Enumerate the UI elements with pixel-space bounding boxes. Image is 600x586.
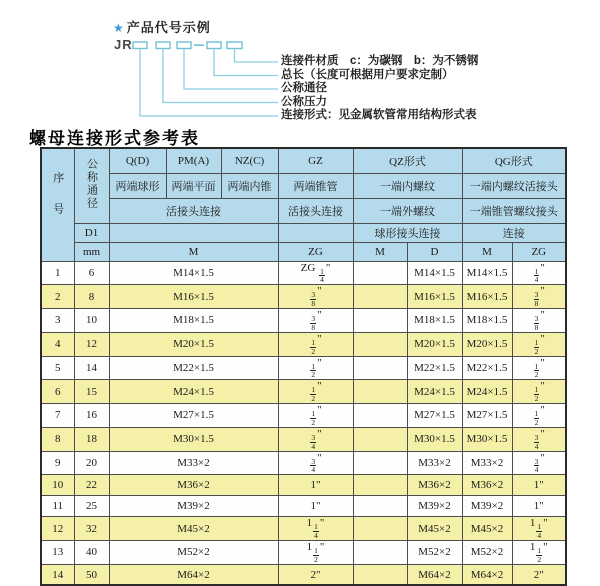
table-row	[41, 261, 566, 285]
header-col-qg: QG形式	[462, 148, 566, 173]
cell-seq: 11	[41, 496, 74, 517]
cell-qz_m	[353, 541, 407, 565]
table-row	[41, 380, 566, 404]
cell-qz_d: M64×2	[407, 564, 462, 585]
header-seq: 序号	[41, 148, 74, 261]
cell-mm: 16	[74, 404, 109, 428]
cell-seq: 5	[41, 356, 74, 380]
header-nominal-diameter: 公称通径	[74, 148, 109, 223]
header-q-desc: 两端球形	[109, 173, 166, 198]
table-row	[41, 285, 566, 309]
table-row	[41, 427, 566, 451]
header-nz-desc: 两端内锥	[221, 173, 278, 198]
table-row	[41, 517, 566, 541]
table-row	[41, 541, 566, 565]
cell-zg: 2"	[278, 564, 353, 585]
diagram-label-material: 连接件材质 c：为碳钢 b：为不锈钢	[281, 55, 479, 67]
cell-qz_d: M30×1.5	[407, 427, 462, 451]
diagram-label-diameter: 公称通径	[281, 82, 327, 94]
table-row	[41, 332, 566, 356]
cell-zg: $\frac{3}{4}$ "	[278, 451, 353, 475]
cell-qz_d: M39×2	[407, 496, 462, 517]
cell-mm: 14	[74, 356, 109, 380]
cell-qg_m: M45×2	[462, 517, 512, 541]
header-col-pm: PM(A)	[166, 148, 221, 173]
cell-qg_zg: 1 $\frac{1}{4}$ "	[512, 517, 566, 541]
nut-connection-table	[40, 147, 567, 586]
cell-m: M36×2	[109, 475, 278, 496]
cell-seq: 10	[41, 475, 74, 496]
table-row	[41, 475, 566, 496]
cell-m: M27×1.5	[109, 404, 278, 428]
table-row	[41, 404, 566, 428]
cell-m: M18×1.5	[109, 309, 278, 333]
cell-zg: $\frac{1}{2}$ "	[278, 332, 353, 356]
header-col-q: Q(D)	[109, 148, 166, 173]
cell-qz_d: M36×2	[407, 475, 462, 496]
header-sub-m3: M	[462, 242, 512, 261]
table-body	[41, 261, 566, 585]
star-icon: ★	[113, 21, 125, 35]
cell-m: M33×2	[109, 451, 278, 475]
cell-m: M20×1.5	[109, 332, 278, 356]
cell-qz_d: M22×1.5	[407, 356, 462, 380]
header-union-connect: 活接头连接	[109, 198, 278, 223]
cell-mm: 18	[74, 427, 109, 451]
cell-qg_m: M39×2	[462, 496, 512, 517]
header-qg-connect: 连接	[462, 223, 566, 242]
cell-mm: 22	[74, 475, 109, 496]
cell-zg: 1"	[278, 496, 353, 517]
cell-m: M64×2	[109, 564, 278, 585]
cell-qz_d: M18×1.5	[407, 309, 462, 333]
cell-qg_m: M27×1.5	[462, 404, 512, 428]
cell-seq: 4	[41, 332, 74, 356]
cell-qz_m	[353, 427, 407, 451]
cell-mm: 10	[74, 309, 109, 333]
cell-qz_d: M45×2	[407, 517, 462, 541]
cell-qg_zg: 1 $\frac{1}{2}$ "	[512, 541, 566, 565]
cell-qz_d: M20×1.5	[407, 332, 462, 356]
diagram-label-form: 连接形式：见金属软管常用结构形式表	[281, 109, 477, 121]
cell-mm: 15	[74, 380, 109, 404]
cell-qg_zg: $\frac{3}{4}$ "	[512, 427, 566, 451]
cell-qz_m	[353, 380, 407, 404]
cell-qg_zg: 1"	[512, 496, 566, 517]
header-mm: mm	[74, 242, 109, 261]
cell-qg_m: M18×1.5	[462, 309, 512, 333]
cell-zg: $\frac{3}{4}$ "	[278, 427, 353, 451]
code-prefix: JR	[114, 37, 133, 52]
cell-qg_zg: $\frac{3}{8}$ "	[512, 309, 566, 333]
cell-m: M14×1.5	[109, 261, 278, 285]
header-sub-d: D	[407, 242, 462, 261]
cell-seq: 12	[41, 517, 74, 541]
cell-qg_zg: $\frac{3}{8}$ "	[512, 285, 566, 309]
header-empty-gz	[278, 223, 353, 242]
header-gz-desc: 两端锥管	[278, 173, 353, 198]
header-sub-zg2: ZG	[512, 242, 566, 261]
cell-qg_zg: $\frac{1}{2}$ "	[512, 332, 566, 356]
cell-qz_d: M52×2	[407, 541, 462, 565]
header-sub-m1: M	[109, 242, 278, 261]
header-col-qz: QZ形式	[353, 148, 462, 173]
cell-qz_d: M27×1.5	[407, 404, 462, 428]
table-row	[41, 496, 566, 517]
cell-qg_zg: $\frac{1}{2}$ "	[512, 356, 566, 380]
cell-m: M24×1.5	[109, 380, 278, 404]
cell-qg_zg: $\frac{1}{4}$ "	[512, 261, 566, 285]
cell-qg_zg: $\frac{1}{2}$ "	[512, 404, 566, 428]
cell-qz_m	[353, 261, 407, 285]
cell-qz_d: M33×2	[407, 451, 462, 475]
code-box-3	[177, 42, 191, 49]
code-box-5	[227, 42, 242, 49]
cell-qz_m	[353, 332, 407, 356]
header-empty-m	[109, 223, 278, 242]
cell-seq: 14	[41, 564, 74, 585]
cell-qg_m: M36×2	[462, 475, 512, 496]
cell-qz_m	[353, 404, 407, 428]
code-box-1	[133, 42, 147, 49]
cell-qg_m: M64×2	[462, 564, 512, 585]
diagram-label-pressure: 公称压力	[281, 95, 327, 108]
cell-mm: 8	[74, 285, 109, 309]
cell-zg: $\frac{1}{2}$ "	[278, 356, 353, 380]
cell-qg_m: M33×2	[462, 451, 512, 475]
diagram-heading	[113, 17, 211, 36]
cell-qz_m	[353, 496, 407, 517]
cell-qg_zg: 1"	[512, 475, 566, 496]
cell-qg_m: M24×1.5	[462, 380, 512, 404]
cell-zg: 1"	[278, 475, 353, 496]
cell-seq: 2	[41, 285, 74, 309]
table-row	[41, 309, 566, 333]
cell-m: M30×1.5	[109, 427, 278, 451]
cell-mm: 50	[74, 564, 109, 585]
header-col-nz: NZ(C)	[221, 148, 278, 173]
table-row	[41, 564, 566, 585]
cell-qz_m	[353, 285, 407, 309]
cell-qg_zg: 2"	[512, 564, 566, 585]
header-qg-desc2: 一端锥管螺纹接头	[462, 198, 566, 223]
cell-qg_zg: $\frac{1}{2}$ "	[512, 380, 566, 404]
cell-mm: 40	[74, 541, 109, 565]
cell-mm: 6	[74, 261, 109, 285]
cell-qg_m: M20×1.5	[462, 332, 512, 356]
cell-qz_m	[353, 309, 407, 333]
connector-line-material	[235, 49, 279, 63]
cell-qz_d: M24×1.5	[407, 380, 462, 404]
header-sub-m2: M	[353, 242, 407, 261]
cell-m: M16×1.5	[109, 285, 278, 309]
header-qg-desc1: 一端内螺纹活接头	[462, 173, 566, 198]
header-qz-connect: 球形接头连接	[353, 223, 462, 242]
cell-qz_m	[353, 517, 407, 541]
connector-line-diameter	[184, 49, 278, 90]
cell-zg: $\frac{1}{2}$ "	[278, 404, 353, 428]
diagram-label-length: 总长（长度可根据用户要求定制）	[281, 68, 454, 81]
cell-qz_d: M14×1.5	[407, 261, 462, 285]
cell-seq: 1	[41, 261, 74, 285]
cell-qz_m	[353, 356, 407, 380]
cell-qz_d: M16×1.5	[407, 285, 462, 309]
cell-zg: 1 $\frac{1}{2}$ "	[278, 541, 353, 565]
header-sub-zg1: ZG	[278, 242, 353, 261]
cell-seq: 8	[41, 427, 74, 451]
cell-qg_m: M52×2	[462, 541, 512, 565]
cell-qz_m	[353, 451, 407, 475]
connector-line-form	[140, 49, 278, 117]
cell-mm: 32	[74, 517, 109, 541]
cell-zg: $\frac{3}{8}$ "	[278, 285, 353, 309]
header-qz-desc2: 一端外螺纹	[353, 198, 462, 223]
cell-seq: 3	[41, 309, 74, 333]
cell-seq: 13	[41, 541, 74, 565]
cell-qg_m: M30×1.5	[462, 427, 512, 451]
cell-zg: 1 $\frac{1}{4}$ "	[278, 517, 353, 541]
header-col-gz: GZ	[278, 148, 353, 173]
table-title: 螺母连接形式参考表	[29, 129, 200, 148]
diagram-labels	[281, 55, 478, 123]
cell-m: M22×1.5	[109, 356, 278, 380]
header-gz-connect: 活接头连接	[278, 198, 353, 223]
cell-qg_m: M14×1.5	[462, 261, 512, 285]
cell-qg_m: M16×1.5	[462, 285, 512, 309]
cell-m: M39×2	[109, 496, 278, 517]
cell-qz_m	[353, 475, 407, 496]
cell-seq: 9	[41, 451, 74, 475]
header-qz-desc1: 一端内螺纹	[353, 173, 462, 198]
code-box-2	[156, 42, 170, 49]
header-pm-desc: 两端平面	[166, 173, 221, 198]
cell-zg: ZG $\frac{1}{4}$ "	[278, 261, 353, 285]
diagram-heading-text: 产品代号示例	[126, 20, 211, 35]
cell-m: M45×2	[109, 517, 278, 541]
cell-mm: 12	[74, 332, 109, 356]
cell-seq: 6	[41, 380, 74, 404]
code-box-4	[207, 42, 221, 49]
table-row	[41, 356, 566, 380]
cell-seq: 7	[41, 404, 74, 428]
cell-mm: 20	[74, 451, 109, 475]
cell-qg_m: M22×1.5	[462, 356, 512, 380]
cell-m: M52×2	[109, 541, 278, 565]
header-d1: D1	[74, 223, 109, 242]
cell-qg_zg: $\frac{3}{4}$ "	[512, 451, 566, 475]
cell-qz_m	[353, 564, 407, 585]
cell-mm: 25	[74, 496, 109, 517]
table-row	[41, 451, 566, 475]
cell-zg: $\frac{1}{2}$ "	[278, 380, 353, 404]
cell-zg: $\frac{3}{8}$ "	[278, 309, 353, 333]
